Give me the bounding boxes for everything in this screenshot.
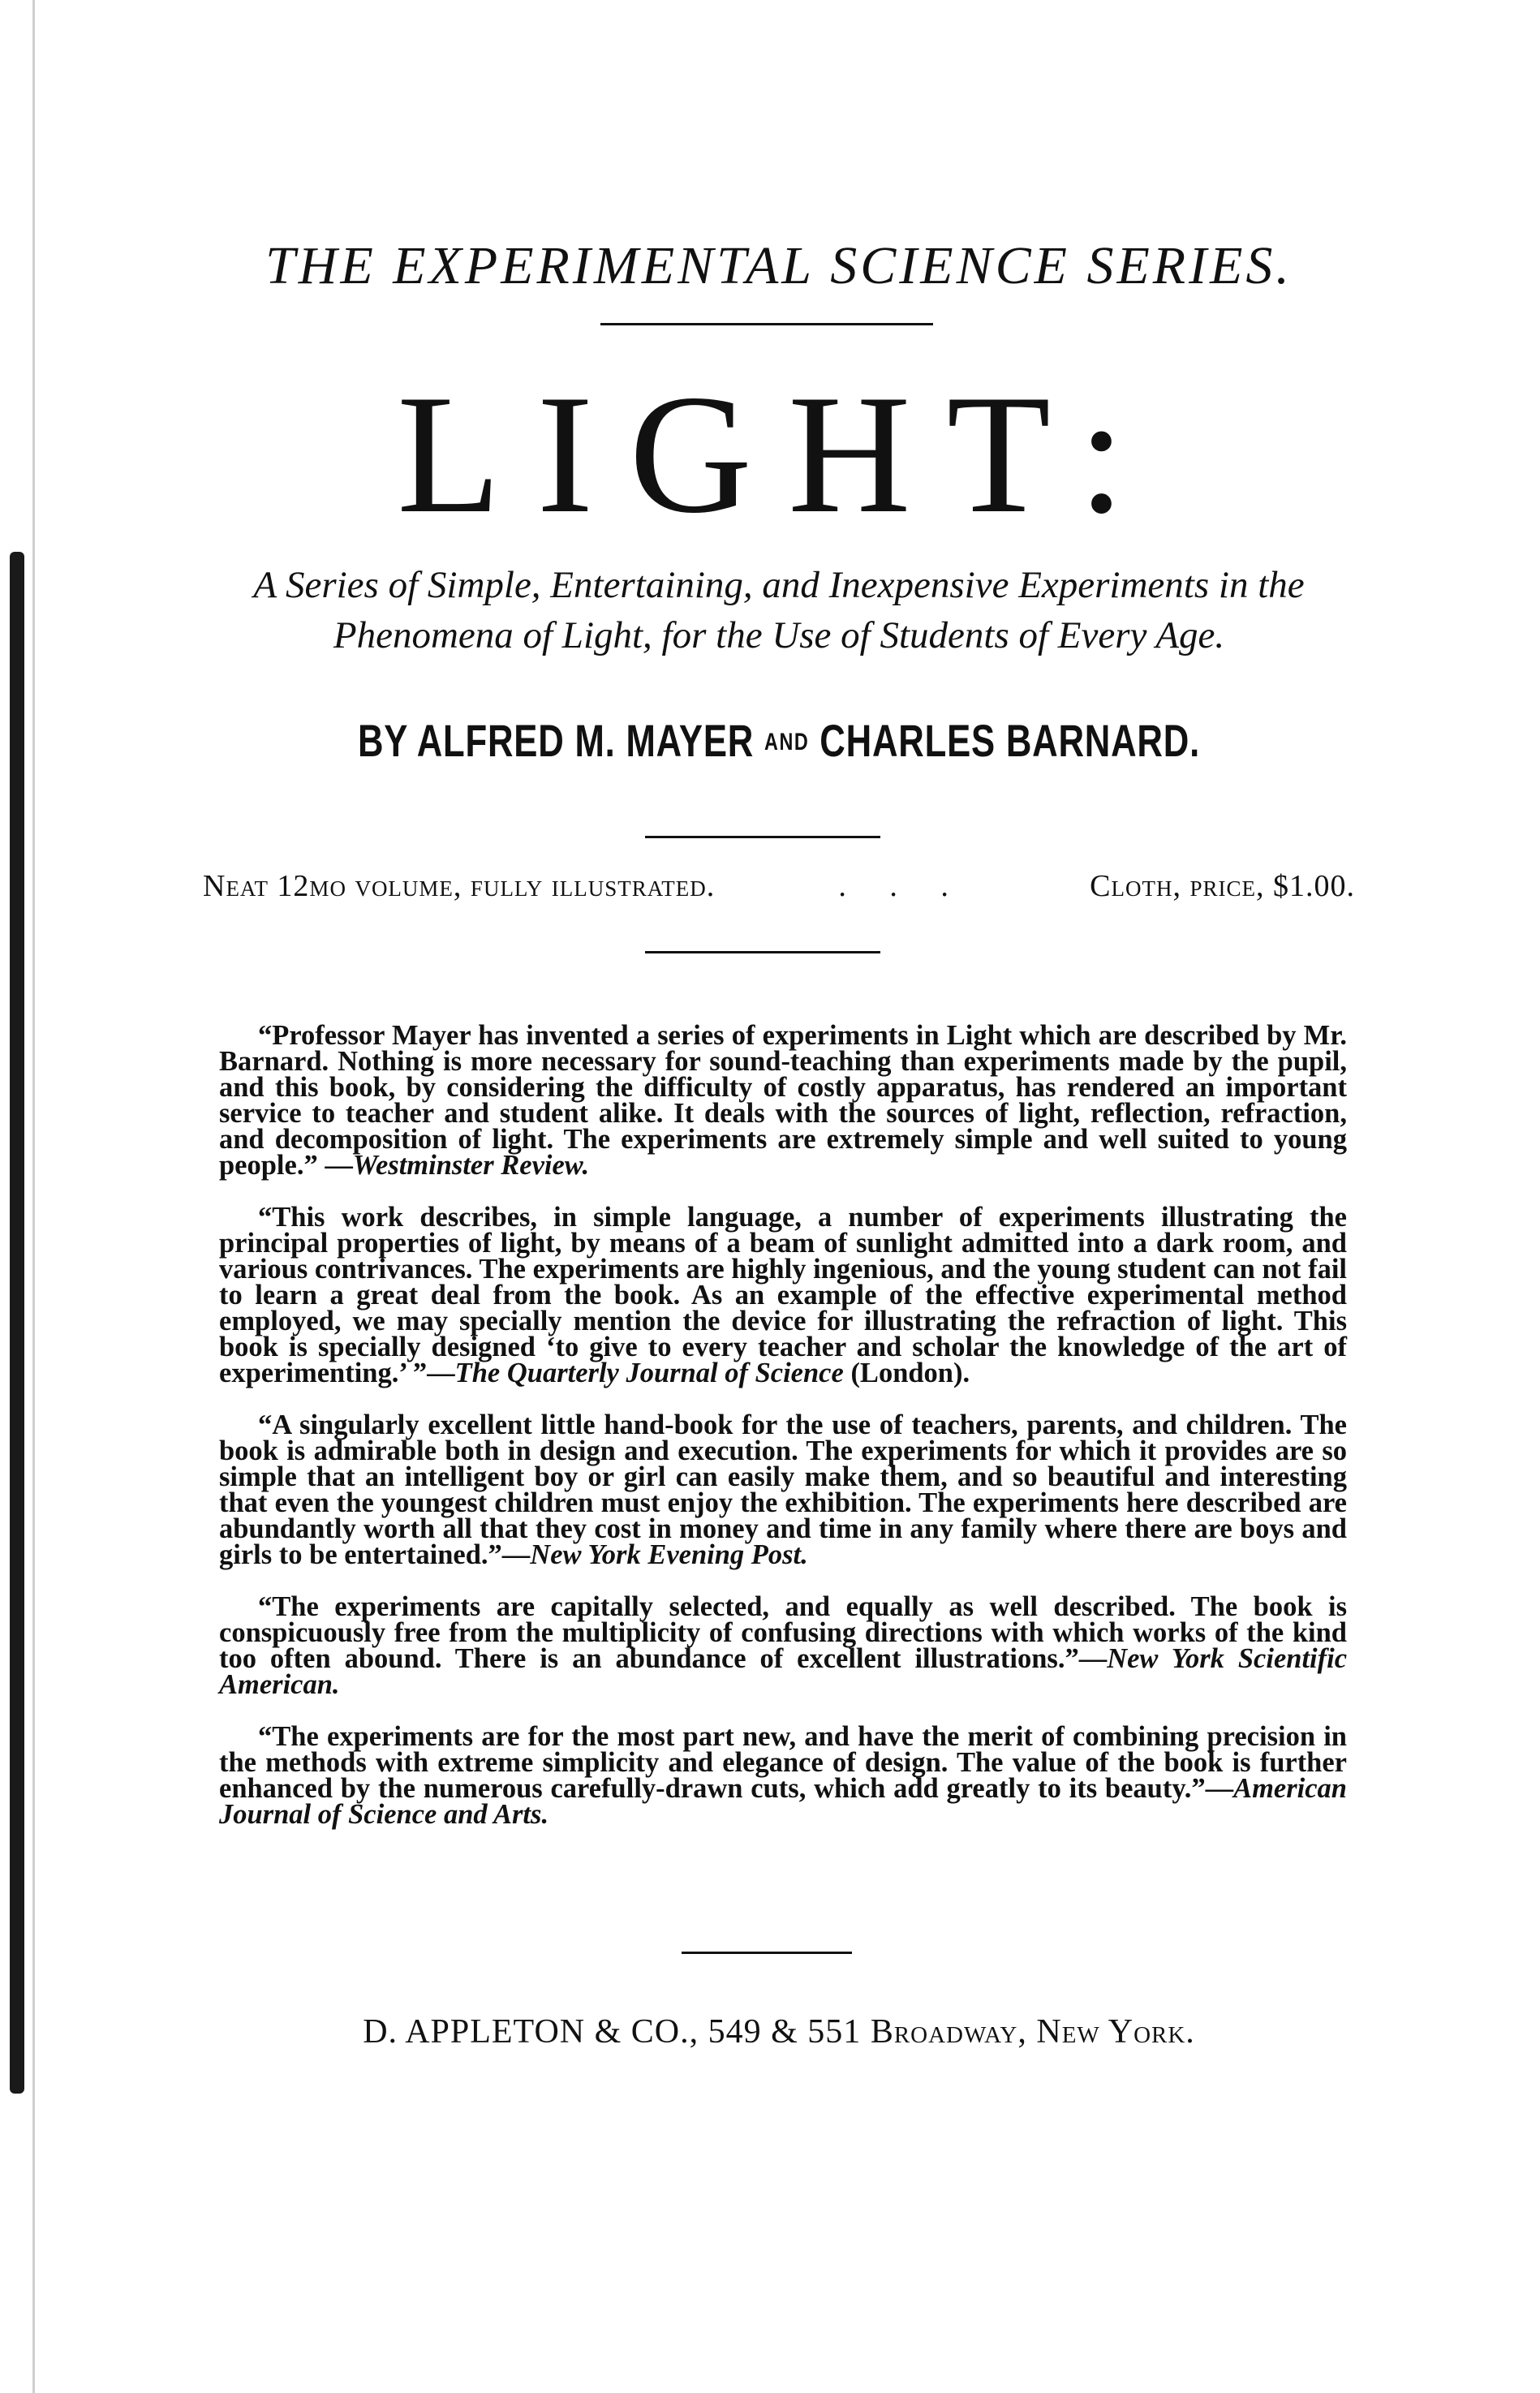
book-subtitle — [203, 560, 1355, 661]
review-quote: “This work describes, in simple language, a number of experiments illustrating the principal properties of light, by means of a beam of sunlight admitted into a dark room, and various contrivances. The experiments are highly ingenious, and the young student can not fail to learn a great deal from the book. As an example of the effective experimental method employed, we may specially mention the device for illustrating the refraction of light. This book is specially designed ‘to give to every teacher and scholar the knowledge of the art of experimenting.’ ”—The Quarterly Journal of Science (London). — [219, 1202, 1347, 1388]
edition-leader-dots: . . . — [838, 869, 966, 903]
edition-description: Neat 12mo volume, fully illustrated. — [203, 869, 716, 903]
advertisement-page — [203, 0, 1355, 2393]
review-source: The Quarterly Journal of Science — [454, 1358, 844, 1388]
page-binding-edge — [0, 0, 50, 2393]
publisher-imprint — [203, 2012, 1355, 2051]
review-source: American Journal of Science and Arts. — [219, 1773, 1347, 1830]
divider-rule — [645, 951, 880, 953]
divider-rule — [645, 836, 880, 838]
review-quote: “Professor Mayer has invented a series of experiments in Light which are described by Mr. Barnard. Nothing is more necessary for sound-teaching than experiments made by the pupil, and this book, by considering the difficulty of costly apparatus, has rendered an important service to teacher and student alike. It deals with the sources of light, reflection, refraction, and decomposition of light. The experiments are extremely simple and well suited to young people.” —Westminster Review. — [219, 1020, 1347, 1181]
divider-rule — [682, 1952, 852, 1954]
publisher-name: D. APPLETON & CO., 549 & 551 — [363, 2013, 862, 2051]
review-quote: “A singularly excellent little hand-book for the use of teachers, parents, and children. The book is admirable both in design and execution. The experiments for which it provides are so simple that an intelligent boy or girl can easily make them, and so beautiful and interesting that even the youngest children must enjoy the exhibition. The experiments here described are abundantly worth all that they cost in money and time in any family where there are boys and girls to be entertained.”—New York Evening Post. — [219, 1410, 1347, 1570]
author-conjunction: AND — [764, 729, 810, 755]
review-quotes — [219, 1022, 1347, 1853]
book-title: LIGHT: — [397, 360, 1161, 549]
divider-rule — [600, 323, 933, 325]
subtitle-line: A Series of Simple, Entertaining, and Inexpensive Experiments in the — [253, 564, 1305, 606]
publisher-address: Broadway, New York. — [870, 2013, 1195, 2051]
binding-shadow — [32, 0, 35, 2393]
binding-mark — [10, 552, 24, 2094]
author-first: BY ALFRED M. MAYER — [357, 715, 755, 766]
review-source: Westminster Review. — [352, 1150, 590, 1181]
series-title: THE EXPERIMENTAL SCIENCE SERIES. — [265, 236, 1293, 295]
author-second: CHARLES BARNARD. — [819, 715, 1201, 766]
subtitle-line: Phenomena of Light, for the Use of Students of Every Age. — [333, 614, 1225, 656]
edition-price: Cloth, price, $1.00. — [1090, 869, 1355, 903]
review-quote: “The experiments are capitally selected, and equally as well described. The book is conspicuously free from the multiplicity of confusing directions with which works of the kind too often abound. There is an abundance of excellent illustrations.”—New York Scientific American. — [219, 1591, 1348, 1700]
authors-line — [329, 714, 1228, 767]
review-source: New York Scientific American. — [219, 1643, 1348, 1700]
review-source: New York Evening Post. — [530, 1539, 808, 1570]
edition-line — [203, 868, 1355, 904]
review-quote: “The experiments are for the most part new, and have the merit of combining precision in the methods with extreme simplicity and elegance of design. The value of the book is further enhanced by the numerous carefully-drawn cuts, which add greatly to its beauty.”—American Journal of Science and Arts. — [219, 1721, 1347, 1830]
